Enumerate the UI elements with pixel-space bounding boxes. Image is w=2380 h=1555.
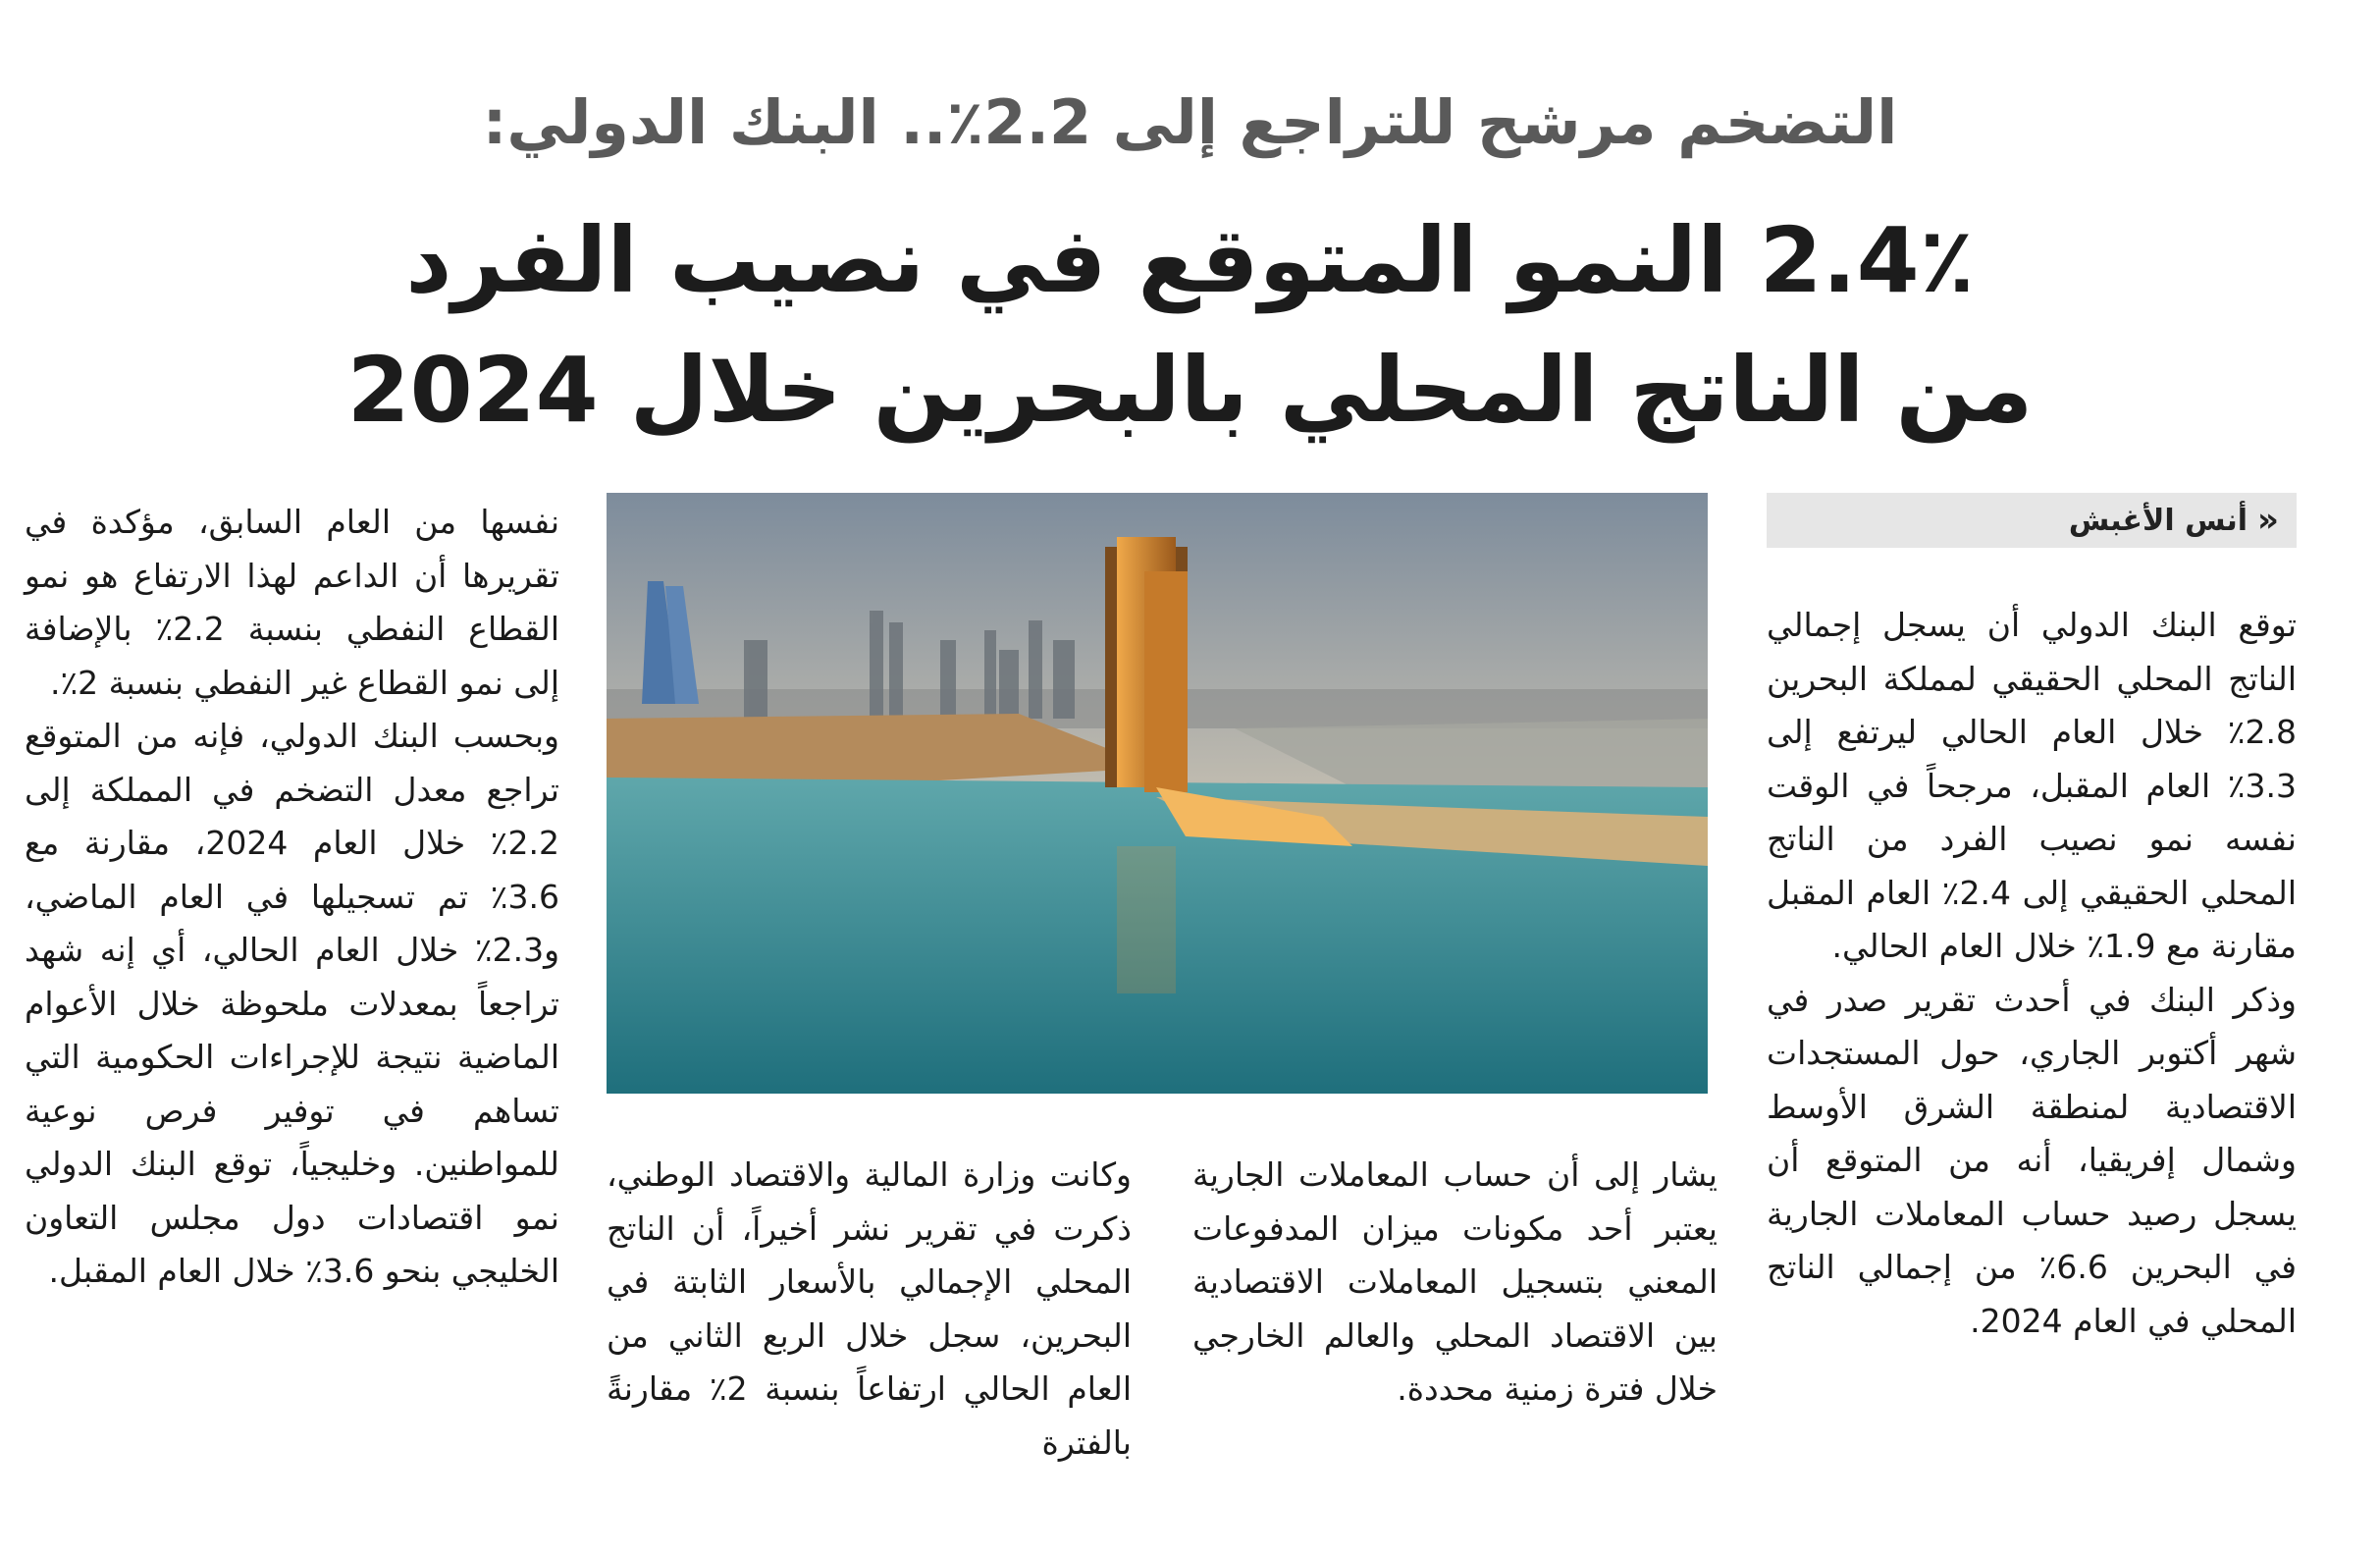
double-chevron-icon: « — [2257, 501, 2279, 540]
paragraph: توقع البنك الدولي أن يسجل إجمالي الناتج المحلي الحقيقي لمملكة البحرين 2.8٪ خلال العام الحالي ليرتفع إلى 3.3٪ العام المقبل، مرجحاً في الوقت نفسه نمو نصيب الفرد من الناتج المحلي الحقيقي إلى 2.4٪ العام المقبل مقارنة مع 1.9٪ خلال العام الحالي. — [1767, 606, 2297, 965]
paragraph: وكانت وزارة المالية والاقتصاد الوطني، ذكرت في تقرير نشر أخيراً، أن الناتج المحلي الإجمالي بالأسعار الثابتة في البحرين، سجل خلال الربع الثاني من العام الحالي ارتفاعاً بنسبة 2٪ مقارنةً بالفترة — [607, 1155, 1133, 1462]
paragraph: نفسها من العام السابق، مؤكدة في تقريرها أن الداعم لهذا الارتفاع هو نمو القطاع النفطي بنسبة 2.2٪ بالإضافة إلى نمو القطاع غير النفطي بنسبة 2٪. — [25, 503, 559, 702]
paragraph: وذكر البنك في أحدث تقرير صدر في شهر أكتوبر الجاري، حول المستجدات الاقتصادية لمنطقة الشرق الأوسط وشمال إفريقيا، أنه من المتوقع أن يسجل رصيد حساب المعاملات الجارية في البحرين 6.6٪ من إجمالي الناتج المحلي في العام 2024. — [1767, 980, 2297, 1340]
water-reflection — [1117, 846, 1176, 993]
headline-line-2: من الناتج المحلي بالبحرين خلال 2024 — [346, 338, 2034, 443]
author-name: أنس الأغبش — [2068, 503, 2248, 538]
bahrain-skyline-photo — [607, 493, 1708, 1094]
column-middle-left — [607, 1149, 1132, 1470]
headline-line-1: 2.4٪ النمو المتوقع في نصيب الفرد — [405, 208, 1975, 313]
hotel-tower-second — [1144, 571, 1188, 792]
paragraph: يشار إلى أن حساب المعاملات الجارية يعتبر أحد مكونات ميزان المدفوعات المعني بتسجيل المعاملات الاقتصادية بين الاقتصاد المحلي والعالم الخارجي خلال فترة زمنية محددة. — [1192, 1155, 1718, 1408]
column-middle-right — [1192, 1149, 1718, 1417]
article-headline — [196, 196, 2184, 456]
paragraph: وبحسب البنك الدولي، فإنه من المتوقع تراجع معدل التضخم في المملكة إلى 2.2٪ خلال العام 2024، مقارنة مع 3.6٪ تم تسجيلها في العام الماضي، و2.3٪ خلال العام الحالي، أي إنه شهد تراجعاً بمعدلات ملحوظة خلال الأعوام الماضية نتيجة للإجراءات الحكومية التي تساهم في توفير فرص نوعية للمواطنين. وخليجياً، توقع البنك الدولي نمو اقتصادات دول مجلس التعاون الخليجي بنحو 3.6٪ خلال العام المقبل. — [25, 717, 560, 1290]
column-left — [25, 496, 559, 1299]
author-byline — [1767, 493, 2297, 548]
article-kicker: التضخم مرشح للتراجع إلى 2.2٪.. البنك الدولي: — [482, 86, 1898, 158]
column-right — [1767, 599, 2297, 1348]
